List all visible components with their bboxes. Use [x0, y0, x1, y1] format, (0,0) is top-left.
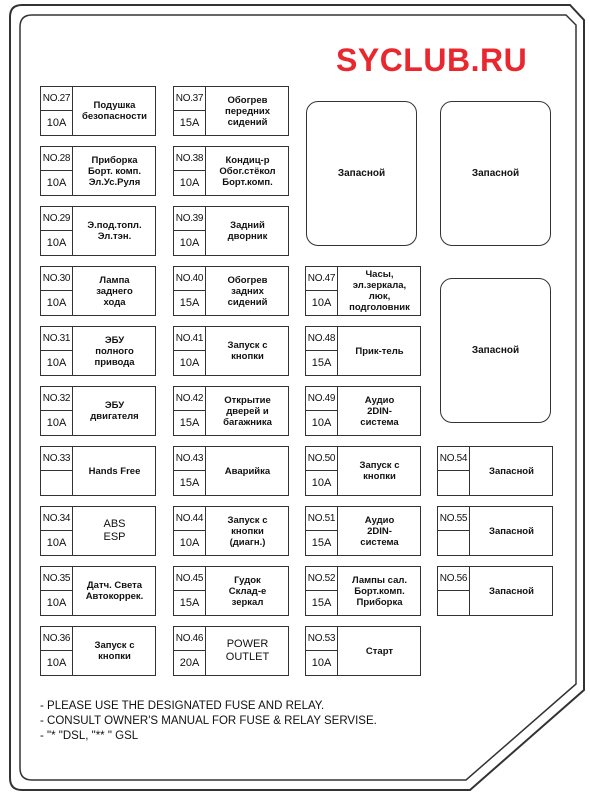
- relay-label: Запасной: [337, 168, 386, 179]
- fuse-label: ЭБУ полного привода: [94, 334, 135, 368]
- fuse-number: NO.27: [41, 87, 73, 111]
- fuse-no29: [40, 206, 156, 256]
- fuse-amperage: [41, 471, 73, 495]
- relay-spare-2: [440, 101, 551, 246]
- fuse-label: Запасной: [489, 585, 534, 597]
- fuse-amperage: 20A: [174, 651, 206, 675]
- fuse-label: Часы, эл.зеркала, люк, подголовник: [349, 269, 410, 313]
- fuse-amperage: 15A: [174, 591, 206, 615]
- fuse-amperage: 10A: [41, 111, 73, 135]
- fuse-number: NO.51: [306, 507, 338, 531]
- fuse-no40: [173, 266, 289, 316]
- fuse-no54: [437, 446, 553, 496]
- fuse-no28: [40, 146, 156, 196]
- fuse-no36: [40, 626, 156, 676]
- fuse-number: NO.30: [41, 267, 73, 291]
- fuse-no41: [173, 326, 289, 376]
- notes: [40, 699, 377, 744]
- fuse-no33: [40, 446, 156, 496]
- fuse-label: Запасной: [489, 525, 534, 537]
- fuse-amperage: 10A: [306, 651, 338, 675]
- fuse-amperage: 15A: [306, 351, 338, 375]
- fuse-amperage: 10A: [174, 531, 206, 555]
- fuse-amperage: 10A: [174, 351, 206, 375]
- fuse-amperage: 10A: [41, 231, 73, 255]
- fuse-no34: [40, 506, 156, 556]
- fuse-label: Задний дворник: [227, 220, 268, 242]
- fuse-amperage: 10A: [41, 291, 73, 315]
- fuse-amperage: 10A: [306, 411, 338, 435]
- fuse-no38: [173, 146, 289, 196]
- fuse-label: ЭБУ двигателя: [90, 400, 139, 422]
- fuse-no35: [40, 566, 156, 616]
- fuse-number: NO.39: [174, 207, 206, 231]
- fuse-number: NO.48: [306, 327, 338, 351]
- fuse-no52: [305, 566, 421, 616]
- relay-spare-1: [306, 101, 417, 246]
- relay-label: Запасной: [471, 168, 520, 179]
- fuse-label: ABS ESP: [103, 518, 126, 543]
- fuse-no30: [40, 266, 156, 316]
- fuse-label: Запуск с кнопки: [359, 460, 400, 482]
- fuse-label: Прик-тель: [355, 345, 404, 357]
- fuse-label: Гудок Склад-е зеркал: [228, 574, 267, 608]
- fuse-number: NO.37: [174, 87, 206, 111]
- fuse-label: Аварийка: [224, 465, 271, 477]
- fuse-amperage: 10A: [174, 171, 206, 195]
- fuse-label: Кондиц-р Обог.стёкол Борт.комп.: [219, 154, 276, 188]
- fuse-no55: [437, 506, 553, 556]
- fuse-label: Открытие дверей и багажника: [223, 394, 272, 428]
- fuse-number: NO.49: [306, 387, 338, 411]
- fuse-no44: [173, 506, 289, 556]
- note-line: - "* "DSL, "** " GSL: [40, 730, 139, 742]
- fuse-amperage: 10A: [41, 591, 73, 615]
- fuse-label: Запуск с кнопки: [227, 340, 268, 362]
- fuse-number: NO.45: [174, 567, 206, 591]
- fuse-label: Приборка Борт. комп. Эл.Ус.Руля: [87, 154, 142, 188]
- fuse-no31: [40, 326, 156, 376]
- fuse-no53: [305, 626, 421, 676]
- fuse-no42: [173, 386, 289, 436]
- fuse-label: Обогрев задних сидений: [227, 274, 268, 308]
- fuse-number: NO.43: [174, 447, 206, 471]
- fuse-amperage: 10A: [41, 171, 73, 195]
- fuse-number: NO.40: [174, 267, 206, 291]
- fuse-number: NO.52: [306, 567, 338, 591]
- fuse-no27: [40, 86, 156, 136]
- fuse-number: NO.34: [41, 507, 73, 531]
- fuse-no32: [40, 386, 156, 436]
- fuse-number: NO.38: [174, 147, 206, 171]
- fuse-number: NO.50: [306, 447, 338, 471]
- fuse-label: Запуск с кнопки: [94, 640, 135, 662]
- fuse-label: POWER OUTLET: [225, 638, 270, 663]
- relay-spare-3: [440, 278, 551, 423]
- fuse-number: NO.54: [438, 447, 470, 471]
- fuse-amperage: [438, 591, 470, 615]
- fuse-number: NO.42: [174, 387, 206, 411]
- fuse-number: NO.41: [174, 327, 206, 351]
- fuse-amperage: 10A: [41, 411, 73, 435]
- fuse-label: Лампа заднего хода: [96, 274, 133, 308]
- fuse-no43: [173, 446, 289, 496]
- fuse-label: Запуск с кнопки (диагн.): [227, 514, 268, 548]
- fuse-number: NO.53: [306, 627, 338, 651]
- brand-watermark: SYCLUB.RU: [336, 42, 528, 78]
- fuse-no39: [173, 206, 289, 256]
- fuse-amperage: [438, 531, 470, 555]
- fuse-label: Аудио 2DIN- система: [360, 394, 399, 428]
- fuse-label: Старт: [365, 645, 394, 657]
- fuse-amperage: 10A: [306, 471, 338, 495]
- fuse-number: NO.47: [306, 267, 338, 291]
- fuse-label: Датч. Света Автокоррек.: [85, 580, 144, 602]
- fuse-amperage: 10A: [306, 291, 338, 315]
- fuse-no47: [305, 266, 421, 316]
- fuse-no56: [437, 566, 553, 616]
- fuse-amperage: 15A: [306, 531, 338, 555]
- fuse-number: NO.33: [41, 447, 73, 471]
- relay-label: Запасной: [471, 345, 520, 356]
- fuse-amperage: 15A: [174, 471, 206, 495]
- fuse-no50: [305, 446, 421, 496]
- fuse-amperage: 10A: [174, 231, 206, 255]
- fuse-amperage: 15A: [174, 411, 206, 435]
- fuse-amperage: 15A: [174, 111, 206, 135]
- fuse-number: NO.36: [41, 627, 73, 651]
- fuse-amperage: 10A: [41, 531, 73, 555]
- fuse-label: Э.под.топл. Эл.тэн.: [87, 220, 142, 242]
- fuse-number: NO.44: [174, 507, 206, 531]
- fuse-no51: [305, 506, 421, 556]
- fuse-number: NO.35: [41, 567, 73, 591]
- note-line: - CONSULT OWNER'S MANUAL FOR FUSE & RELAY SERVISE.: [40, 715, 377, 727]
- fuse-label: Обогрев передних сидений: [225, 94, 270, 128]
- fuse-number: NO.28: [41, 147, 73, 171]
- fuse-amperage: [438, 471, 470, 495]
- fuse-label: Hands Free: [88, 465, 141, 477]
- fuse-amperage: 10A: [41, 351, 73, 375]
- fuse-number: NO.55: [438, 507, 470, 531]
- fuse-label: Подушка безопасности: [82, 100, 147, 122]
- fuse-no45: [173, 566, 289, 616]
- fuse-amperage: 15A: [306, 591, 338, 615]
- fuse-number: NO.31: [41, 327, 73, 351]
- note-line: - PLEASE USE THE DESIGNATED FUSE AND RELAY.: [40, 700, 325, 712]
- fuse-label: Запасной: [489, 465, 534, 477]
- fuse-number: NO.29: [41, 207, 73, 231]
- fuse-no49: [305, 386, 421, 436]
- fuse-amperage: 10A: [41, 651, 73, 675]
- fuse-number: NO.32: [41, 387, 73, 411]
- fuse-no37: [173, 86, 289, 136]
- fuse-number: NO.56: [438, 567, 470, 591]
- fuse-no48: [305, 326, 421, 376]
- fuse-no46: [173, 626, 289, 676]
- fuse-label: Лампы сал. Борт.комп. Приборка: [351, 574, 408, 608]
- fuse-label: Аудио 2DIN- система: [360, 514, 399, 548]
- fuse-number: NO.46: [174, 627, 206, 651]
- fuse-amperage: 15A: [174, 291, 206, 315]
